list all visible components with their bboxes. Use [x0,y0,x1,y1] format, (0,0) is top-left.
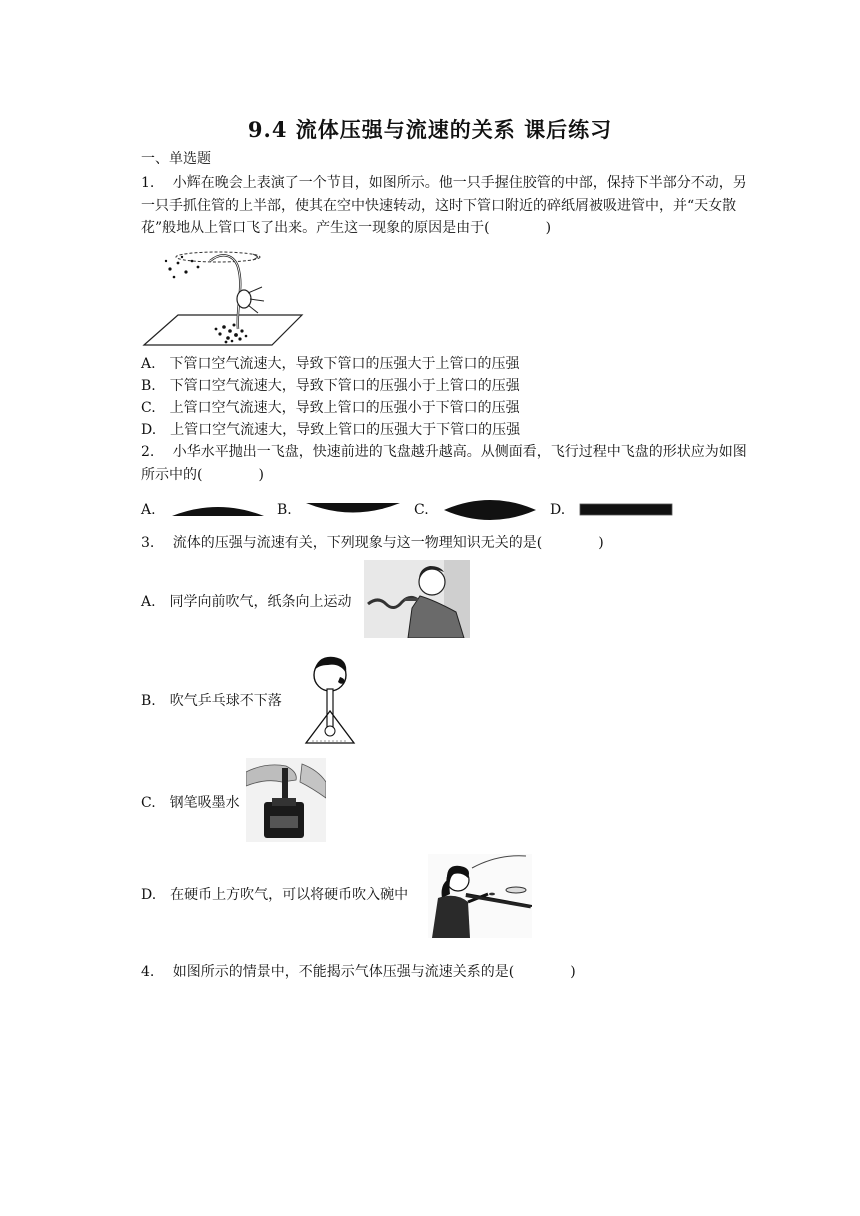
q3-option-c[interactable]: C. 钢笔吸墨水 [141,795,240,811]
page-title: 9.4 流体压强与流速的关系 课后练习 [247,117,613,142]
q2-disc-shape-d[interactable] [579,503,673,516]
section-heading: 一、单选题 [141,151,211,167]
q3-b-ping-pong-funnel-illustration[interactable] [300,653,360,749]
q3-option-a[interactable]: A. 同学向前吹气，纸条向上运动 [141,594,352,610]
q3-option-b[interactable]: B. 吹气乒乓球不下落 [141,693,282,709]
question-2-text: 2. 小华水平抛出一飞盘，快速前进的飞盘越升越高。从侧面看，飞行过程中飞盘的形状应为如图所示中的( ) [141,444,747,483]
q3-option-d[interactable]: D. 在硬币上方吹气，可以将硬币吹入碗中 [141,887,409,903]
q2-disc-shape-c[interactable] [442,496,538,524]
q3-c-fountain-pen-ink-illustration[interactable] [246,758,326,842]
question-1-text: 1. 小辉在晚会上表演了一个节目，如图所示。他一只手握住胶管的中部，保持下半部分不动，另一只手抓住管的上半部，使其在空中快速转动，这时下管口附近的碎纸屑被吸进管中，并“天女散花”般地从上管口飞了出来。产生这一现象的原因是由于( ) [141,175,747,236]
q2-option-b-label[interactable]: B. [277,502,292,518]
question-4-text: 4. 如图所示的情景中，不能揭示气体压强与流速关系的是( ) [141,964,576,980]
q1-hose-illustration [140,247,306,351]
q1-option-d[interactable]: D. 上管口空气流速大，导致上管口的压强大于下管口的压强 [141,422,521,438]
q3-a-blowing-paper-illustration[interactable] [364,560,470,638]
q2-option-c-label[interactable]: C. [414,502,429,518]
q1-option-c[interactable]: C. 上管口空气流速大，导致上管口的压强小于下管口的压强 [141,400,520,416]
q1-option-b[interactable]: B. 下管口空气流速大，导致下管口的压强小于上管口的压强 [141,378,520,394]
q2-option-a-label[interactable]: A. [141,502,156,518]
q1-option-a[interactable]: A. 下管口空气流速大，导致下管口的压强大于上管口的压强 [141,356,520,372]
question-3-text: 3. 流体的压强与流速有关，下列现象与这一物理知识无关的是( ) [141,535,604,551]
q3-d-coin-bowl-illustration[interactable] [428,854,532,938]
q2-disc-shape-a[interactable] [170,500,266,520]
q2-disc-shape-b[interactable] [304,500,402,520]
q2-option-d-label[interactable]: D. [550,502,566,518]
